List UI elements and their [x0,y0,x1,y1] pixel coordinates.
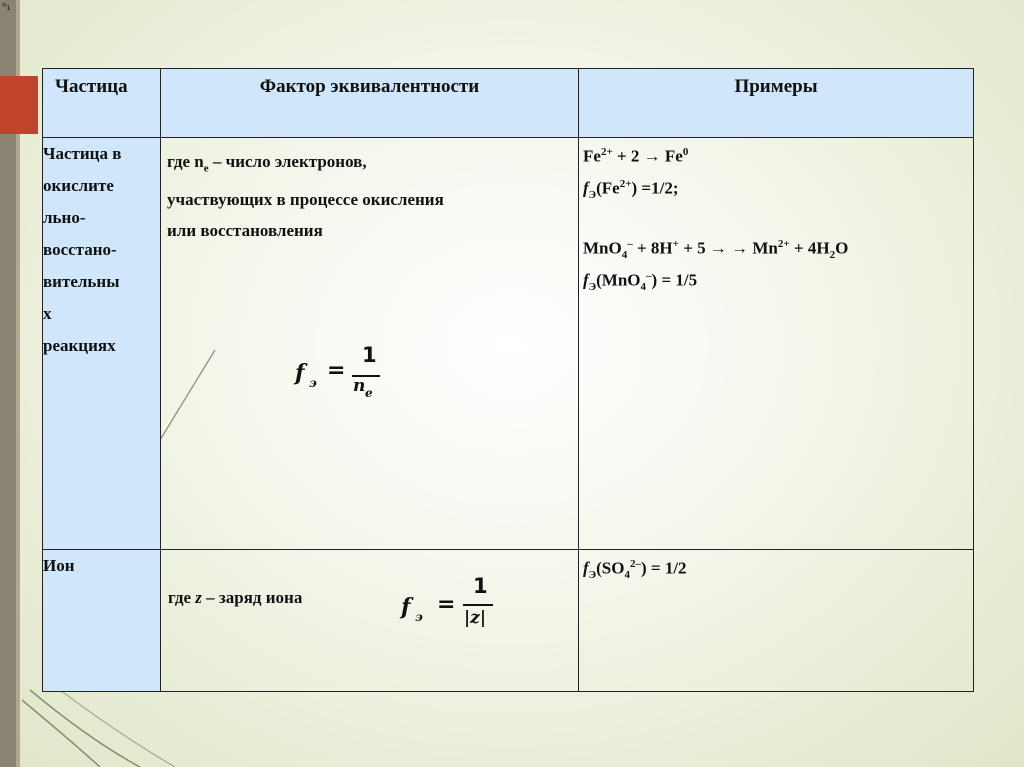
factor-description-redox: где $n_e$ – число электронов, участвующих в процессе окисления или восстановления [167,152,444,241]
table-row-ion [43,550,974,692]
example-mno4-reaction: MnO$_4$– + 8H+ + 5 → → $Mn^{2+} + 4H_2O$ [583,238,849,262]
cell-factor-redox [161,138,579,550]
cell-particle-redox: Частица в окислите льно- восстано- вительны х реакциях [43,138,161,550]
cell-factor-ion [161,550,579,692]
formula-redox: f э = 1 n e [295,338,395,418]
cell-examples-redox [579,138,974,550]
header-particle: Частица [43,69,161,138]
example-so4-factor: $f_Э(SO_4^{2-}) = 1/2$ [583,558,687,582]
formula-ion: f э = 1 |z| [401,572,511,652]
table-header-row [43,69,974,138]
corner-mark: ᵃ₁ [2,0,11,13]
equivalence-factor-table [42,68,974,692]
factor-description-ion: где z – заряд иона [168,588,303,607]
example-fe-factor: $f_Э(Fe^{2+}) =1/2$; [583,178,679,202]
example-fe-reaction: $Fe^{2+} + 2 \to Fe^0$ [583,146,689,166]
cell-examples-ion [579,550,974,692]
header-examples: Примеры [579,69,974,138]
example-mno4-factor: $f_Э(MnO_4^-) = 1/5$ [583,270,698,294]
header-factor: Фактор эквивалентности [161,69,579,138]
cell-particle-ion: Ион [43,550,161,692]
table-row-redox [43,138,974,550]
